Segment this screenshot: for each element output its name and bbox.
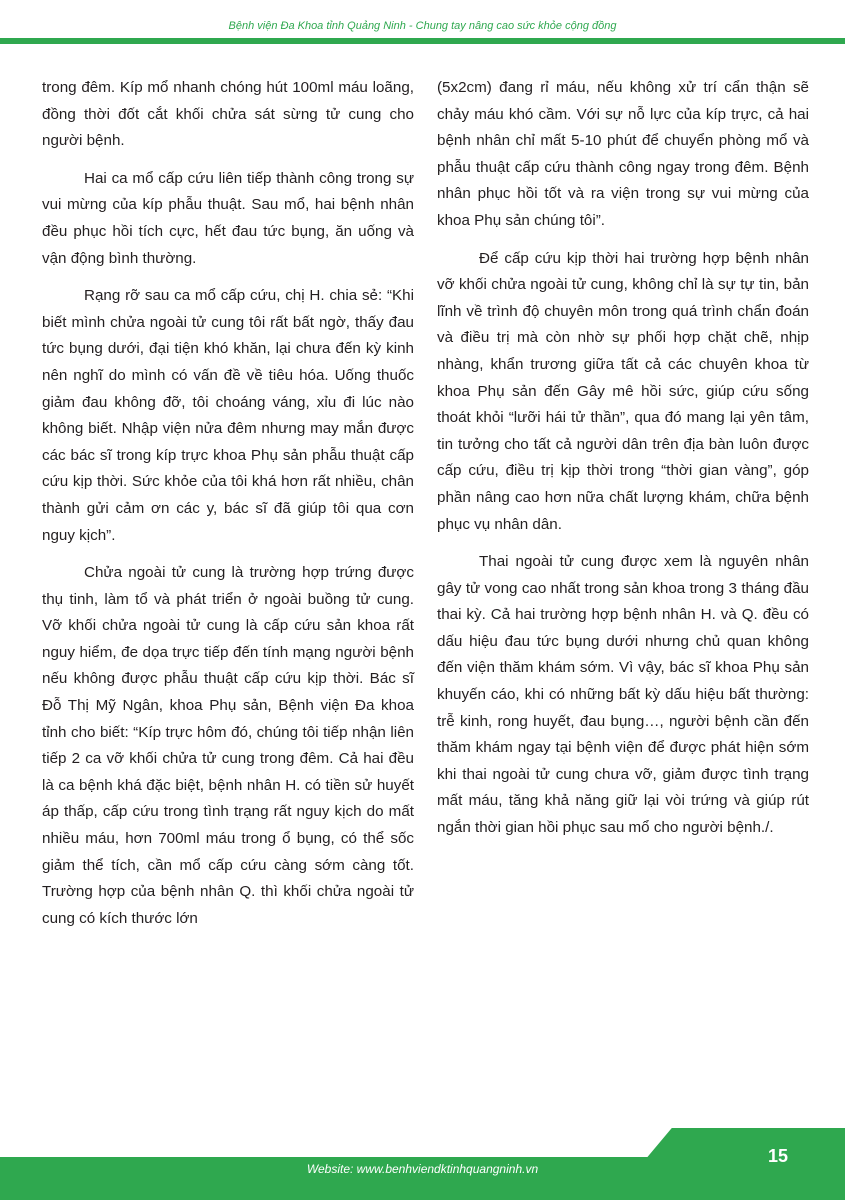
left-column [42,75,414,943]
paragraph: (5x2cm) đang rỉ máu, nếu không xử trí cẩn thận sẽ chảy máu khó cầm. Với sự nỗ lực của kíp trực, cả hai bệnh nhân chỉ mất 5-10 phút để chuyển phòng mổ và phẫu thuật cấp cứu thành công ngay trong đêm. Bệnh nhân phục hồi tốt và ra viện trong sự vui mừng của khoa Phụ sản chúng tôi”. [437,79,809,229]
paragraph: Thai ngoài tử cung được xem là nguyên nhân gây tử vong cao nhất trong sản khoa trong 3 tháng đầu thai kỳ. Cả hai trường hợp bệnh nhân H. và Q. đều có dấu hiệu đau tức bụng dưới nhưng chủ quan không đến viện thăm khám sớm. Vì vậy, bác sĩ khoa Phụ sản khuyến cáo, khi có những bất kỳ dấu hiệu bất thường: trễ kinh, rong huyết, đau bụng…, người bệnh cần đến thăm khám ngay tại bệnh viện để được phát hiện sớm khi thai ngoài tử cung chưa vỡ, giảm được tình trạng mất máu, tăng khả năng giữ lại vòi trứng và giúp rút ngắn thời gian hồi phục sau mổ cho người bệnh./. [437,553,809,837]
footer-website: Website: www.benhviendktinhquangninh.vn [306,1162,539,1176]
paragraph: Rạng rỡ sau ca mổ cấp cứu, chị H. chia sẻ: “Khi biết mình chửa ngoài tử cung tôi rất bất ngờ, thấy đau tức bụng dưới, đại tiện khó khăn, lại chưa đến kỳ kinh nên nghĩ do mình có vấn đề về tiêu hóa. Uống thuốc giảm đau không đỡ, tôi choáng váng, xỉu đi lúc nào không biết. Nhập viện nửa đêm nhưng may mắn được các bác sĩ trong kíp trực khoa Phụ sản phẫu thuật cấp cứu kịp thời. Sức khỏe của tôi khá hơn rất nhiều, chân thành gửi cảm ơn các y, bác sĩ đã giúp tôi qua cơn nguy kịch”. [42,287,414,544]
paragraph: Chửa ngoài tử cung là trường hợp trứng được thụ tinh, làm tổ và phát triển ở ngoài buồng tử cung. Vỡ khối chửa ngoài tử cung là cấp cứu sản khoa rất nguy hiểm, đe dọa trực tiếp đến tính mạng người bệnh nếu không được phẫu thuật cấp cứu kịp thời. Bác sĩ Đỗ Thị Mỹ Ngân, khoa Phụ sản, Bệnh viện Đa khoa tỉnh cho biết: “Kíp trực hôm đó, chúng tôi tiếp nhận liên tiếp 2 ca vỡ khối chửa tử cung trong đêm. Cả hai đều là ca bệnh khá đặc biệt, bệnh nhân H. có tiền sử huyết áp thấp, cấp cứu trong tình trạng rất nguy kịch do mất nhiều máu, hơn 700ml máu trong ổ bụng, có thể sốc giảm thể tích, cần mổ cấp cứu càng sớm càng tốt. Trường hợp của bệnh nhân Q. thì khối chửa ngoài tử cung có kích thước lớn [42,564,414,927]
page-number: 15 [768,1146,789,1166]
header-title: Bệnh viện Đa Khoa tỉnh Quảng Ninh - Chung tay nâng cao sức khỏe cộng đồng [228,20,617,32]
paragraph: Hai ca mổ cấp cứu liên tiếp thành công trong sự vui mừng của kíp phẫu thuật. Sau mổ, hai bệnh nhân đều phục hồi tích cực, hết đau tức bụng, ăn uống và vận động bình thường. [42,169,414,267]
paragraph: Để cấp cứu kịp thời hai trường hợp bệnh nhân vỡ khối chửa ngoài tử cung, không chỉ là sự tự tin, bản lĩnh về trình độ chuyên môn trong quá trình chẩn đoán và điều trị mà còn nhờ sự phối hợp chặt chẽ, nhịp nhàng, khẩn trương giữa tất cả các chuyên khoa từ khoa Phụ sản đến Gây mê hồi sức, giúp cứu sống thoát khỏi “lưỡi hái tử thần”, qua đó mang lại yên tâm, tin tưởng cho tất cả người dân trên địa bàn luôn được cấp cứu, điều trị kịp thời trong “thời gian vàng”, góp phần nâng cao hơn nữa chất lượng khám, chữa bệnh phục vụ nhân dân. [437,249,809,533]
paragraph: trong đêm. Kíp mổ nhanh chóng hút 100ml máu loãng, đồng thời đốt cắt khối chửa sát sừng tử cung cho người bệnh. [42,79,414,150]
right-column [437,75,809,853]
header-rule [0,38,845,44]
